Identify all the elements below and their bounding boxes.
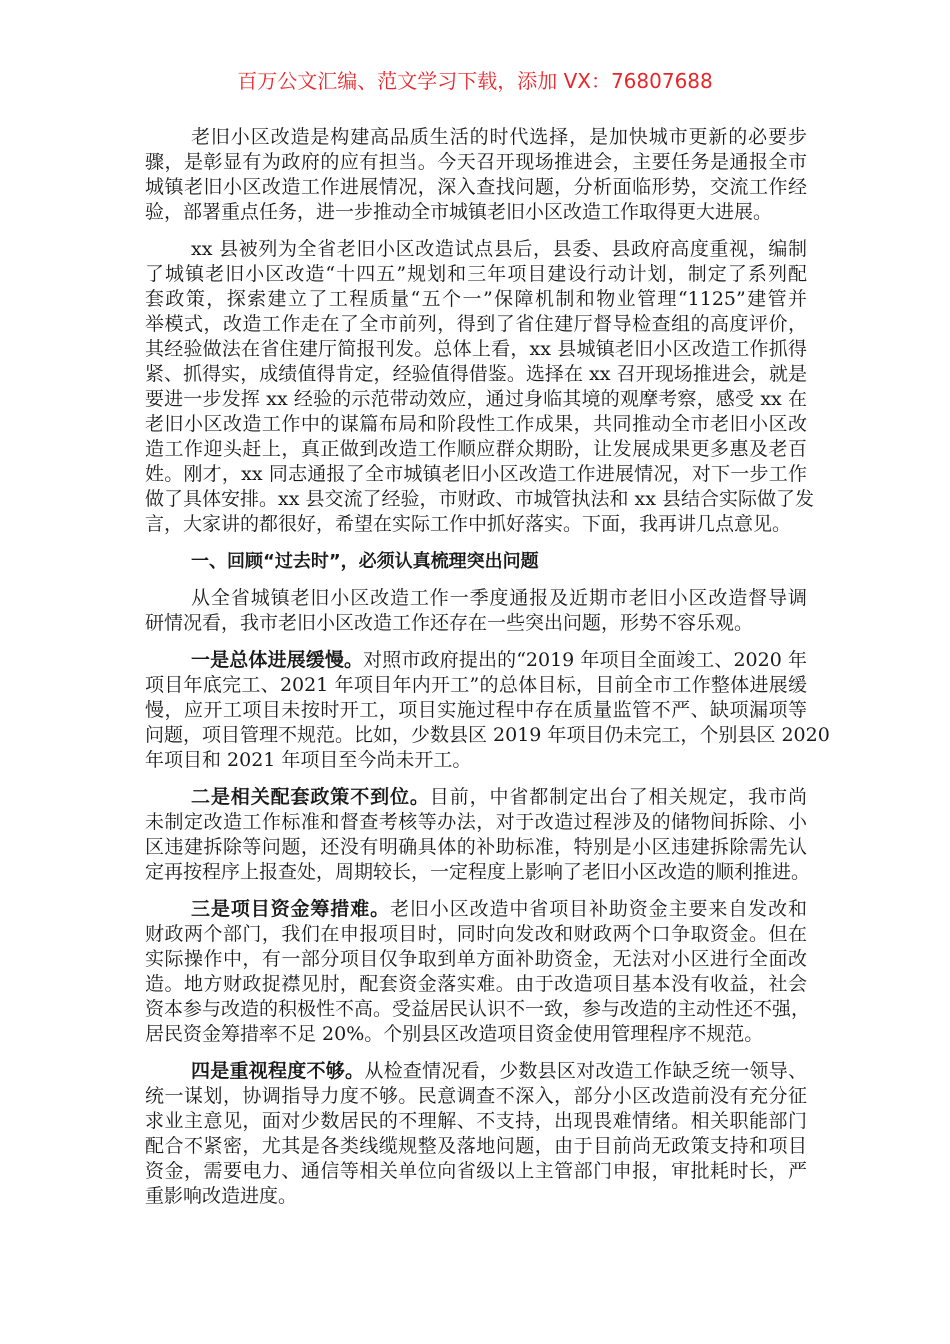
line-text: 统一谋划，协调指导力度不够。民意调查不深入，部分小区改造前没有充分征 (145, 1085, 807, 1107)
text-line (145, 337, 807, 362)
line-text: 实际操作中，有一部分项目仅争取到单方面补助资金，无法对小区进行全面改 (145, 948, 807, 970)
text-line (145, 412, 807, 437)
line-text: 老旧小区改造工作中的谋篇布局和阶段性工作成果，共同推动全市老旧小区改 (145, 413, 807, 435)
watermark-banner: 百万公文汇编、范文学习下载，添加 VX：76807688 (237, 69, 713, 93)
line-text: 目前，中省都制定出台了相关规定，我市尚 (429, 786, 807, 808)
text-line (145, 611, 807, 636)
line-text: 资本参与改造的积极性不高。受益居民认识不一致，参与改造的主动性还不强， (145, 998, 811, 1020)
text-line (145, 175, 807, 200)
line-text: 了城镇老旧小区改造“十四五”规划和三年项目建设行动计划，制定了系列配 (145, 263, 807, 285)
text-line (145, 997, 811, 1022)
line-text: 区违建拆除等问题，还没有明确具体的补助标准，特别是小区违建拆除需先认 (145, 836, 807, 858)
paragraph (145, 897, 811, 1047)
line-text: 举模式，改造工作走在了全市前列，得到了省住建厅督导检查组的高度评价， (145, 313, 807, 335)
line-text: 老旧小区改造是构建高品质生活的时代选择，是加快城市更新的必要步 (191, 126, 807, 148)
text-line (145, 698, 807, 723)
line-text: 言，大家讲的都很好，希望在实际工作中抓好落实。下面，我再讲几点意见。 (145, 513, 792, 535)
text-line (145, 586, 807, 611)
line-text: 验，部署重点任务，进一步推动全市城镇老旧小区改造工作取得更大进展。 (145, 201, 773, 223)
text-line (145, 648, 807, 673)
line-text: 造工作迎头赶上，真正做到改造工作顺应群众期盼，让发展成果更多惠及老百 (145, 438, 807, 460)
text-line (145, 785, 807, 810)
text-line (145, 723, 830, 748)
line-text: 项目年底完工、2021 年项目年内开工”的总体目标，目前全市工作整体进展缓 (145, 674, 807, 696)
line-text: 紧、抓得实，成绩值得肯定，经验值得借鉴。选择在 xx 召开现场推进会，就是 (145, 363, 807, 385)
text-line (145, 673, 807, 698)
paragraph (145, 237, 814, 537)
text-line (145, 437, 807, 462)
text-line (145, 1022, 807, 1047)
text-line (145, 237, 807, 262)
text-line (145, 387, 807, 412)
line-text: 从全省城镇老旧小区改造工作一季度通报及近期市老旧小区改造督导调 (191, 587, 807, 609)
line-text: 求业主意见，面对少数居民的不理解、不支持，出现畏难情绪。相关职能部门 (145, 1110, 807, 1132)
text-line (145, 860, 811, 885)
line-text: 要进一步发挥 xx 经验的示范带动效应，通过身临其境的观摩考察，感受 xx 在 (145, 388, 807, 410)
text-line (145, 1109, 807, 1134)
text-line (145, 1084, 807, 1109)
line-text: 未制定改造工作标准和督查考核等办法，对于改造过程涉及的储物间拆除、小 (145, 811, 807, 833)
line-text: 定再按程序上报查处，周期较长，一定程度上影响了老旧小区改造的顺利推进。 (145, 861, 811, 883)
line-text: 年项目和 2021 年项目至今尚未开工。 (145, 749, 472, 771)
text-line (145, 287, 807, 312)
line-text: 老旧小区改造中省项目补助资金主要来自发改和 (390, 898, 807, 920)
text-line (145, 972, 807, 997)
paragraph (145, 648, 830, 773)
text-line (145, 512, 807, 537)
text-line (145, 362, 807, 387)
paragraph (145, 125, 807, 225)
text-line (145, 835, 807, 860)
section-1 (145, 586, 830, 1209)
line-text: 姓。刚才，xx 同志通报了全市城镇老旧小区改造工作进展情况，对下一步工作 (145, 463, 807, 485)
paragraph-lead: 一是总体进展缓慢。 (191, 649, 364, 671)
line-text: xx 县被列为全省老旧小区改造试点县后，县委、县政府高度重视，编制 (191, 238, 807, 260)
text-line (145, 922, 807, 947)
line-text: 从检查情况看，少数县区对改造工作缺乏统一领导、 (364, 1060, 807, 1082)
line-text: 研情况看，我市老旧小区改造工作还存在一些突出问题，形势不容乐观。 (145, 612, 754, 634)
text-line (145, 150, 807, 175)
line-text: 造。地方财政捉襟见肘，配套资金落实难。由于改造项目基本没有收益，社会 (145, 973, 807, 995)
text-line (145, 200, 807, 225)
line-text: 慢，应开工项目未按时开工，项目实施过程中存在质量监管不严、缺项漏项等 (145, 699, 807, 721)
paragraph-lead: 二是相关配套政策不到位。 (191, 786, 430, 808)
paragraph (145, 586, 807, 636)
line-text: 骤，是彰显有为政府的应有担当。今天召开现场推进会，主要任务是通报全市 (145, 151, 807, 173)
text-line (145, 1159, 807, 1184)
text-line (145, 462, 807, 487)
line-text: 对照市政府提出的“2019 年项目全面竣工、2020 年 (363, 649, 807, 671)
text-line (145, 312, 807, 337)
text-line (145, 1134, 807, 1159)
paragraph-lead: 三是项目资金筹措难。 (191, 898, 390, 920)
text-line (145, 947, 807, 972)
text-line (145, 1059, 807, 1084)
text-line (145, 748, 807, 773)
text-line (145, 897, 807, 922)
paragraph (145, 1059, 807, 1209)
text-line (145, 810, 807, 835)
line-text: 重影响改造进度。 (145, 1185, 298, 1207)
line-text: 其经验做法在省住建厅简报刊发。总体上看，xx 县城镇老旧小区改造工作抓得 (145, 338, 807, 360)
line-text: 配合不紧密，尤其是各类线缆规整及落地问题，由于目前尚无政策支持和项目 (145, 1135, 807, 1157)
line-text: 问题，项目管理不规范。比如，少数县区 2019 年项目仍未完工，个别县区 2020 (145, 724, 830, 746)
text-line (145, 262, 807, 287)
paragraph (145, 785, 811, 885)
intro-section (145, 125, 814, 537)
text-line (145, 1184, 807, 1209)
document-body (145, 125, 830, 1221)
line-text: 做了具体安排。xx 县交流了经验，市财政、市城管执法和 xx 县结合实际做了发 (145, 488, 814, 510)
line-text: 居民资金筹措率不足 20%。个别县区改造项目资金使用管理程序不规范。 (145, 1023, 764, 1045)
text-line (145, 125, 807, 150)
line-text: 城镇老旧小区改造工作进展情况，深入查找问题，分析面临形势，交流工作经 (145, 176, 807, 198)
line-text: 财政两个部门，我们在申报项目时，同时向发改和财政两个口争取资金。但在 (145, 923, 807, 945)
line-text: 资金，需要电力、通信等相关单位向省级以上主管部门申报，审批耗时长，严 (145, 1160, 807, 1182)
text-line (145, 487, 814, 512)
section-heading: 一、回顾“过去时”，必须认真梳理突出问题 (191, 551, 539, 572)
line-text: 套政策，探索建立了工程质量“五个一”保障机制和物业管理“1125”建管并 (145, 288, 807, 310)
paragraph-lead: 四是重视程度不够。 (191, 1060, 365, 1082)
